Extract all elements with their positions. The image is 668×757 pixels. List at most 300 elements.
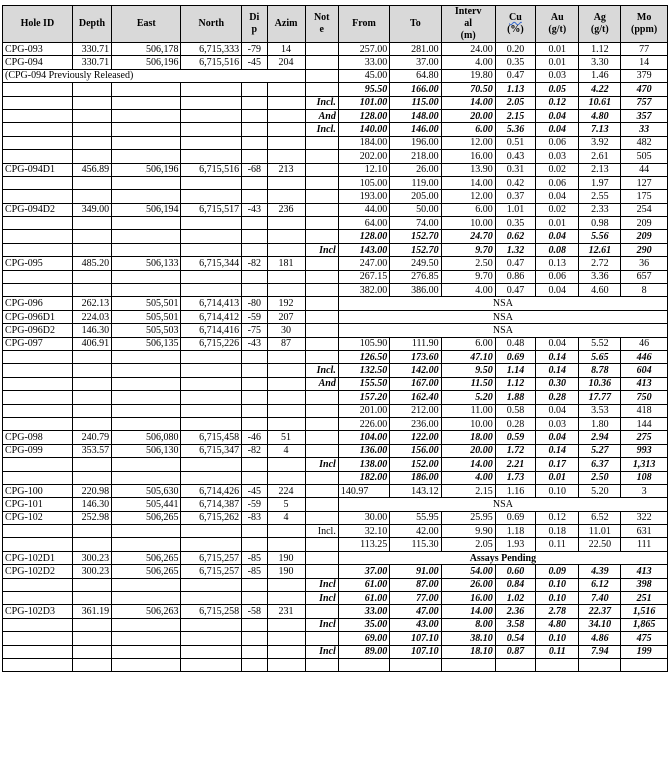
azim-cell: 190 xyxy=(267,565,305,578)
ag-cell: 0.98 xyxy=(579,217,621,230)
ag-cell: 22.37 xyxy=(579,605,621,618)
dip-cell: -59 xyxy=(242,310,267,323)
dip-cell: -59 xyxy=(242,498,267,511)
from-cell: 126.50 xyxy=(338,350,389,363)
dip-cell: -85 xyxy=(242,565,267,578)
table-row xyxy=(3,83,668,96)
dip-cell xyxy=(242,391,267,404)
table-row xyxy=(3,123,668,136)
depth-cell: 262.13 xyxy=(72,297,111,310)
mo-cell: 446 xyxy=(621,350,668,363)
north-cell xyxy=(181,578,242,591)
table-row xyxy=(3,96,668,109)
interval-cell: 4.00 xyxy=(441,284,495,297)
au-cell: 0.09 xyxy=(536,565,579,578)
north-cell xyxy=(181,525,242,538)
interval-cell: 6.00 xyxy=(441,203,495,216)
to-cell: 162.40 xyxy=(390,391,441,404)
au-cell: 0.08 xyxy=(536,243,579,256)
north-cell: 6,714,387 xyxy=(181,498,242,511)
column-header-note: Not e xyxy=(305,6,338,43)
ag-cell: 2.33 xyxy=(579,203,621,216)
au-cell: 0.10 xyxy=(536,592,579,605)
hole-id-cell xyxy=(3,350,73,363)
from-cell: 30.00 xyxy=(338,511,389,524)
azim-cell: 207 xyxy=(267,310,305,323)
mo-cell: 505 xyxy=(621,150,668,163)
au-cell: 4.80 xyxy=(536,618,579,631)
interval-cell: 38.10 xyxy=(441,632,495,645)
depth-cell xyxy=(72,525,111,538)
from-cell: 155.50 xyxy=(338,377,389,390)
azim-cell xyxy=(267,270,305,283)
azim-cell: 192 xyxy=(267,297,305,310)
table-row xyxy=(3,484,668,497)
dip-cell xyxy=(242,136,267,149)
north-cell xyxy=(181,270,242,283)
ag-cell: 4.22 xyxy=(579,83,621,96)
depth-cell: 361.19 xyxy=(72,605,111,618)
note-cell xyxy=(305,203,338,216)
note-cell xyxy=(305,511,338,524)
azim-cell xyxy=(267,284,305,297)
mo-cell: 657 xyxy=(621,270,668,283)
au-cell: 0.04 xyxy=(536,230,579,243)
depth-cell xyxy=(72,578,111,591)
table-row xyxy=(3,444,668,457)
depth-cell xyxy=(72,284,111,297)
ag-cell: 2.94 xyxy=(579,431,621,444)
azim-cell xyxy=(267,217,305,230)
interval-cell: 24.70 xyxy=(441,230,495,243)
au-cell: 0.10 xyxy=(536,484,579,497)
dip-cell xyxy=(242,243,267,256)
cu-cell: 2.15 xyxy=(495,109,535,122)
au-cell: 0.12 xyxy=(536,96,579,109)
dip-cell xyxy=(242,404,267,417)
ag-cell: 2.55 xyxy=(579,190,621,203)
note-cell xyxy=(305,297,338,310)
table-row xyxy=(3,551,668,564)
to-cell: 122.00 xyxy=(390,431,441,444)
ag-cell: 5.20 xyxy=(579,484,621,497)
north-cell xyxy=(181,538,242,551)
cu-cell: 0.59 xyxy=(495,431,535,444)
hole-id-cell: CPG-093 xyxy=(3,43,73,56)
cu-cell: 0.35 xyxy=(495,217,535,230)
north-cell xyxy=(181,377,242,390)
azim-cell xyxy=(267,350,305,363)
mo-cell: 254 xyxy=(621,203,668,216)
north-cell: 6,715,226 xyxy=(181,337,242,350)
dip-cell xyxy=(242,83,267,96)
mo-cell: 251 xyxy=(621,592,668,605)
east-cell: 506,196 xyxy=(112,163,181,176)
cu-cell: 0.69 xyxy=(495,350,535,363)
note-cell xyxy=(305,270,338,283)
column-header-azim: Azim xyxy=(267,6,305,43)
note-cell xyxy=(305,484,338,497)
table-row xyxy=(3,431,668,444)
table-row xyxy=(3,645,668,658)
north-cell: 6,715,333 xyxy=(181,43,242,56)
cu-cell: 1.88 xyxy=(495,391,535,404)
note-cell xyxy=(305,43,338,56)
dip-cell xyxy=(242,538,267,551)
table-row xyxy=(3,538,668,551)
cu-cell xyxy=(495,658,535,671)
dip-cell xyxy=(242,578,267,591)
table-row xyxy=(3,243,668,256)
east-cell: 506,178 xyxy=(112,43,181,56)
cu-cell: 0.84 xyxy=(495,578,535,591)
from-cell: 257.00 xyxy=(338,43,389,56)
to-cell: 166.00 xyxy=(390,83,441,96)
table-row xyxy=(3,578,668,591)
east-cell: 506,135 xyxy=(112,337,181,350)
azim-cell xyxy=(267,136,305,149)
note-cell xyxy=(305,565,338,578)
north-cell xyxy=(181,150,242,163)
hole-id-cell: CPG-096D2 xyxy=(3,324,73,337)
dip-cell xyxy=(242,364,267,377)
note-cell: Incl. xyxy=(305,123,338,136)
ag-cell: 6.52 xyxy=(579,511,621,524)
au-cell: 0.12 xyxy=(536,511,579,524)
au-cell: 0.10 xyxy=(536,632,579,645)
cu-cell: 1.01 xyxy=(495,203,535,216)
to-cell: 107.10 xyxy=(390,632,441,645)
table-row xyxy=(3,511,668,524)
note-cell: Incl. xyxy=(305,96,338,109)
hole-id-cell xyxy=(3,123,73,136)
ag-cell: 5.27 xyxy=(579,444,621,457)
to-cell: 143.12 xyxy=(390,484,441,497)
note-cell: And xyxy=(305,109,338,122)
mo-cell: 413 xyxy=(621,565,668,578)
mo-cell: 604 xyxy=(621,364,668,377)
ag-cell: 5.65 xyxy=(579,350,621,363)
mo-cell: 1,313 xyxy=(621,458,668,471)
hole-id-cell xyxy=(3,176,73,189)
drill-results-table xyxy=(2,5,668,672)
azim-cell xyxy=(267,96,305,109)
interval-cell: 2.50 xyxy=(441,257,495,270)
hole-id-cell xyxy=(3,417,73,430)
column-header-cu: Cu (%) xyxy=(495,6,535,43)
au-cell: 0.04 xyxy=(536,109,579,122)
dip-cell: -75 xyxy=(242,324,267,337)
dip-cell xyxy=(242,190,267,203)
hole-id-cell: CPG-094 xyxy=(3,56,73,69)
to-cell: 236.00 xyxy=(390,417,441,430)
azim-cell xyxy=(267,632,305,645)
north-cell xyxy=(181,458,242,471)
north-cell: 6,714,413 xyxy=(181,297,242,310)
table-row xyxy=(3,605,668,618)
hole-id-cell xyxy=(3,96,73,109)
cu-cell: 1.14 xyxy=(495,364,535,377)
hole-id-cell xyxy=(3,377,73,390)
east-cell: 506,194 xyxy=(112,203,181,216)
mo-cell: 144 xyxy=(621,417,668,430)
depth-cell xyxy=(72,136,111,149)
cu-cell: 0.20 xyxy=(495,43,535,56)
depth-cell xyxy=(72,458,111,471)
interval-cell: 54.00 xyxy=(441,565,495,578)
depth-cell: 330.71 xyxy=(72,43,111,56)
north-cell xyxy=(181,592,242,605)
mo-cell: 33 xyxy=(621,123,668,136)
cu-cell: 0.69 xyxy=(495,511,535,524)
depth-cell: 300.23 xyxy=(72,565,111,578)
east-cell xyxy=(112,632,181,645)
depth-cell xyxy=(72,632,111,645)
note-cell xyxy=(305,310,338,323)
ag-cell: 6.12 xyxy=(579,578,621,591)
depth-cell: 220.98 xyxy=(72,484,111,497)
dip-cell xyxy=(242,230,267,243)
au-cell: 0.01 xyxy=(536,217,579,230)
azim-cell xyxy=(267,230,305,243)
ag-cell: 3.30 xyxy=(579,56,621,69)
to-cell: 249.50 xyxy=(390,257,441,270)
east-cell xyxy=(112,190,181,203)
mo-cell: 77 xyxy=(621,43,668,56)
table-row xyxy=(3,377,668,390)
mo-cell: 290 xyxy=(621,243,668,256)
azim-cell: 30 xyxy=(267,324,305,337)
hole-id-cell xyxy=(3,364,73,377)
depth-cell: 330.71 xyxy=(72,56,111,69)
mo-cell: 36 xyxy=(621,257,668,270)
note-cell xyxy=(305,658,338,671)
depth-cell: 240.79 xyxy=(72,431,111,444)
column-header-ag: Ag (g/t) xyxy=(579,6,621,43)
cu-cell: 0.42 xyxy=(495,176,535,189)
to-cell: 276.85 xyxy=(390,270,441,283)
au-cell: 0.02 xyxy=(536,203,579,216)
to-cell xyxy=(390,658,441,671)
ag-cell: 34.10 xyxy=(579,618,621,631)
interval-cell: 4.00 xyxy=(441,56,495,69)
interval-cell: 26.00 xyxy=(441,578,495,591)
ag-cell: 3.92 xyxy=(579,136,621,149)
depth-cell xyxy=(72,150,111,163)
to-cell: 148.00 xyxy=(390,109,441,122)
ag-cell: 5.56 xyxy=(579,230,621,243)
north-cell: 6,715,516 xyxy=(181,56,242,69)
north-cell: 6,715,347 xyxy=(181,444,242,457)
interval-cell: 14.00 xyxy=(441,96,495,109)
mo-cell: 475 xyxy=(621,632,668,645)
mo-cell: 3 xyxy=(621,484,668,497)
dip-cell: -43 xyxy=(242,203,267,216)
ag-cell: 1.80 xyxy=(579,417,621,430)
north-cell: 6,715,262 xyxy=(181,511,242,524)
from-cell: 193.00 xyxy=(338,190,389,203)
dip-cell: -68 xyxy=(242,163,267,176)
note-cell xyxy=(305,284,338,297)
hole-id-cell xyxy=(3,83,73,96)
azim-cell xyxy=(267,83,305,96)
hole-id-cell: CPG-098 xyxy=(3,431,73,444)
azim-cell: 181 xyxy=(267,257,305,270)
cu-cell: 1.72 xyxy=(495,444,535,457)
table-row xyxy=(3,498,668,511)
to-cell: 91.00 xyxy=(390,565,441,578)
interval-cell: 9.70 xyxy=(441,270,495,283)
mo-cell xyxy=(621,658,668,671)
ag-cell: 7.13 xyxy=(579,123,621,136)
east-cell: 505,501 xyxy=(112,310,181,323)
azim-cell xyxy=(267,364,305,377)
depth-cell xyxy=(72,217,111,230)
mo-cell: 14 xyxy=(621,56,668,69)
from-cell: 140.00 xyxy=(338,123,389,136)
hole-id-cell: CPG-099 xyxy=(3,444,73,457)
dip-cell: -83 xyxy=(242,511,267,524)
table-row xyxy=(3,150,668,163)
ag-cell xyxy=(579,658,621,671)
note-cell: Incl. xyxy=(305,364,338,377)
cu-cell: 0.87 xyxy=(495,645,535,658)
note-cell xyxy=(305,471,338,484)
ag-cell: 10.61 xyxy=(579,96,621,109)
note-cell xyxy=(305,498,338,511)
azim-cell xyxy=(267,176,305,189)
depth-cell xyxy=(72,364,111,377)
note-cell xyxy=(305,230,338,243)
column-header-interval: Interv al (m) xyxy=(441,6,495,43)
hole-id-cell xyxy=(3,592,73,605)
hole-id-cell xyxy=(3,284,73,297)
from-cell: 33.00 xyxy=(338,605,389,618)
mo-cell: 470 xyxy=(621,83,668,96)
ag-cell: 17.77 xyxy=(579,391,621,404)
dip-cell: -45 xyxy=(242,56,267,69)
hole-id-cell xyxy=(3,458,73,471)
mo-cell: 199 xyxy=(621,645,668,658)
east-cell xyxy=(112,417,181,430)
table-row xyxy=(3,565,668,578)
mo-cell: 209 xyxy=(621,217,668,230)
to-cell: 64.80 xyxy=(390,69,441,82)
to-cell: 152.00 xyxy=(390,458,441,471)
east-cell xyxy=(112,284,181,297)
mo-cell: 275 xyxy=(621,431,668,444)
depth-cell xyxy=(72,270,111,283)
azim-cell xyxy=(267,471,305,484)
east-cell: 506,080 xyxy=(112,431,181,444)
column-header-to: To xyxy=(390,6,441,43)
to-cell: 107.10 xyxy=(390,645,441,658)
to-cell: 74.00 xyxy=(390,217,441,230)
mo-cell: 8 xyxy=(621,284,668,297)
from-cell: 113.25 xyxy=(338,538,389,551)
table-body xyxy=(3,43,668,672)
table-row xyxy=(3,217,668,230)
azim-cell: 190 xyxy=(267,551,305,564)
east-cell xyxy=(112,217,181,230)
au-cell: 0.03 xyxy=(536,69,579,82)
ag-cell: 5.52 xyxy=(579,337,621,350)
interval-cell: 6.00 xyxy=(441,337,495,350)
note-cell xyxy=(305,444,338,457)
depth-cell xyxy=(72,645,111,658)
east-cell xyxy=(112,176,181,189)
au-cell: 0.03 xyxy=(536,150,579,163)
to-cell: 205.00 xyxy=(390,190,441,203)
depth-cell xyxy=(72,190,111,203)
from-cell: 69.00 xyxy=(338,632,389,645)
azim-cell xyxy=(267,592,305,605)
note-cell xyxy=(305,217,338,230)
table-row xyxy=(3,203,668,216)
au-cell: 0.04 xyxy=(536,284,579,297)
note-cell xyxy=(305,257,338,270)
table-row xyxy=(3,350,668,363)
to-cell: 111.90 xyxy=(390,337,441,350)
column-header-east: East xyxy=(112,6,181,43)
au-cell: 0.04 xyxy=(536,123,579,136)
au-cell: 0.14 xyxy=(536,350,579,363)
interval-cell: 24.00 xyxy=(441,43,495,56)
hole-id-cell xyxy=(3,136,73,149)
table-row xyxy=(3,658,668,671)
cu-cell: 1.93 xyxy=(495,538,535,551)
azim-cell: 5 xyxy=(267,498,305,511)
depth-cell: 146.30 xyxy=(72,324,111,337)
dip-cell xyxy=(242,270,267,283)
cu-cell: 0.58 xyxy=(495,404,535,417)
mo-cell: 108 xyxy=(621,471,668,484)
from-cell: 33.00 xyxy=(338,56,389,69)
au-cell: 2.78 xyxy=(536,605,579,618)
au-cell: 0.06 xyxy=(536,176,579,189)
drill-results-container xyxy=(2,5,668,672)
cu-cell: 0.47 xyxy=(495,284,535,297)
cu-cell: 1.16 xyxy=(495,484,535,497)
to-cell: 386.00 xyxy=(390,284,441,297)
mo-cell: 1,865 xyxy=(621,618,668,631)
from-cell: 132.50 xyxy=(338,364,389,377)
north-cell xyxy=(181,350,242,363)
north-cell: 6,714,416 xyxy=(181,324,242,337)
azim-cell: 236 xyxy=(267,203,305,216)
azim-cell: 231 xyxy=(267,605,305,618)
azim-cell xyxy=(267,578,305,591)
table-row xyxy=(3,592,668,605)
east-cell: 506,265 xyxy=(112,551,181,564)
hole-id-cell: CPG-100 xyxy=(3,484,73,497)
table-row xyxy=(3,632,668,645)
north-cell: 6,715,517 xyxy=(181,203,242,216)
hole-id-cell xyxy=(3,109,73,122)
note-cell xyxy=(305,404,338,417)
mo-cell: 413 xyxy=(621,377,668,390)
note-cell xyxy=(305,324,338,337)
interval-cell: 8.00 xyxy=(441,618,495,631)
east-cell xyxy=(112,377,181,390)
hole-id-cell xyxy=(3,230,73,243)
dip-cell xyxy=(242,176,267,189)
from-cell: 128.00 xyxy=(338,109,389,122)
east-cell: 506,265 xyxy=(112,565,181,578)
to-cell: 142.00 xyxy=(390,364,441,377)
interval-cell: 70.50 xyxy=(441,83,495,96)
cu-cell: 0.37 xyxy=(495,190,535,203)
